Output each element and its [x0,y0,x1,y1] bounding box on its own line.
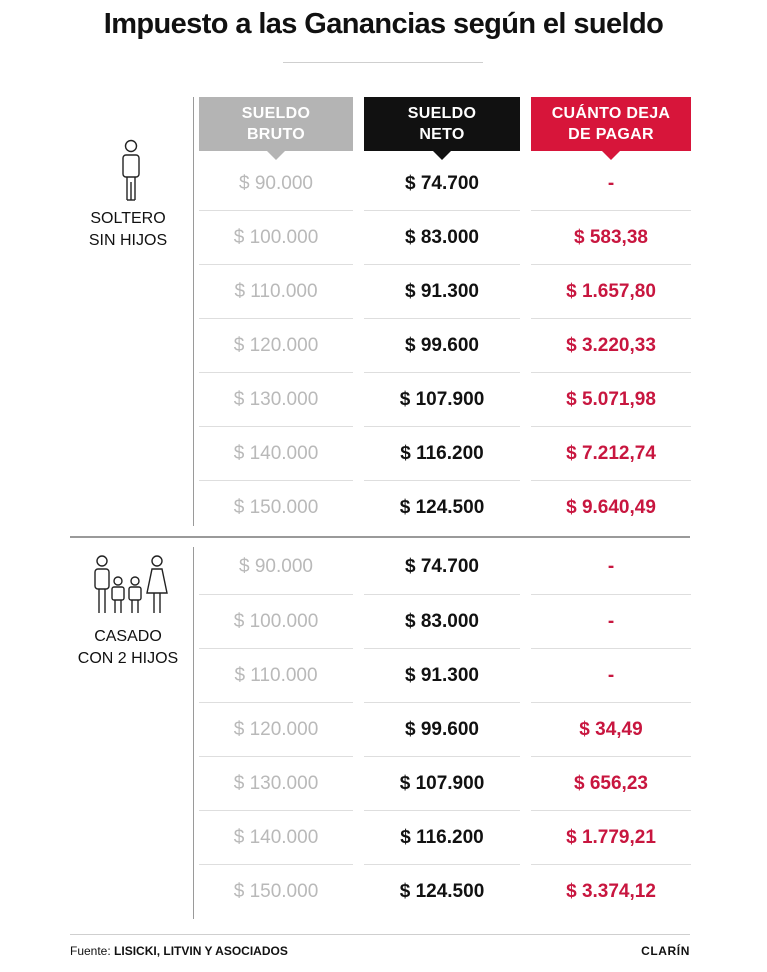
cell-sueldo-neto: $ 83.000 [405,227,479,248]
group-label-soltero: SOLTERO SIN HIJOS [88,210,168,249]
column-header-cuanto-deja-de-pagar [531,97,691,151]
cell-sueldo-neto: $ 124.500 [399,497,485,518]
cell-cuanto-deja: - [607,665,615,686]
source-name: LISICKI, LITVIN Y ASOCIADOS [114,944,288,958]
cell-cuanto-deja: $ 1.657,80 [566,281,656,302]
title-divider [283,62,483,63]
cell-sueldo-bruto: $ 90.000 [239,173,313,194]
cell-sueldo-bruto: $ 120.000 [233,335,319,356]
cell-sueldo-bruto: $ 120.000 [233,719,319,740]
source-credit [70,944,288,958]
cell-sueldo-neto: $ 83.000 [405,611,479,632]
cell-sueldo-bruto: $ 90.000 [239,556,313,577]
cell-cuanto-deja: - [607,173,615,194]
group-label-casado: CASADO CON 2 HIJOS [77,628,179,667]
cell-cuanto-deja: $ 3.220,33 [566,335,656,356]
group-divider-vertical-1 [193,97,194,526]
group-divider-vertical-2 [193,547,194,919]
cell-sueldo-neto: $ 99.600 [405,719,479,740]
cell-sueldo-neto: $ 116.200 [400,827,484,848]
column-header-label: SUELDO NETO [407,105,477,143]
cell-cuanto-deja: $ 1.779,21 [566,827,656,848]
cell-cuanto-deja: $ 656,23 [574,773,648,794]
cell-sueldo-neto: $ 107.900 [399,389,485,410]
column-header-sueldo-neto [364,97,520,151]
cell-sueldo-bruto: $ 140.000 [233,827,319,848]
column-header-label: CUÁNTO DEJA DE PAGAR [551,105,671,143]
family-icon [91,553,171,615]
cell-cuanto-deja: $ 9.640,49 [566,497,656,518]
page-title: Impuesto a las Ganancias según el sueldo [103,8,664,40]
cell-sueldo-bruto: $ 110.000 [234,281,318,302]
cell-cuanto-deja: $ 5.071,98 [566,389,656,410]
cell-sueldo-neto: $ 99.600 [405,335,479,356]
cell-sueldo-neto: $ 107.900 [399,773,485,794]
cell-sueldo-neto: $ 91.300 [405,281,479,302]
cell-sueldo-bruto: $ 130.000 [233,389,319,410]
cell-sueldo-bruto: $ 130.000 [233,773,319,794]
brand-logo-text: CLARÍN [641,944,690,958]
cell-cuanto-deja: - [607,556,615,577]
cell-sueldo-bruto: $ 100.000 [233,611,319,632]
column-header-label: SUELDO BRUTO [241,105,311,143]
cell-sueldo-neto: $ 124.500 [399,881,485,902]
cell-sueldo-bruto: $ 140.000 [233,443,319,464]
section-divider [70,536,690,538]
footer-divider [70,934,690,935]
cell-cuanto-deja: - [607,611,615,632]
cell-sueldo-bruto: $ 110.000 [234,665,318,686]
cell-cuanto-deja: $ 34,49 [579,719,643,740]
single-person-icon [117,138,145,202]
cell-sueldo-neto: $ 116.200 [400,443,484,464]
cell-sueldo-neto: $ 74.700 [405,173,479,194]
cell-sueldo-bruto: $ 150.000 [233,881,319,902]
cell-cuanto-deja: $ 3.374,12 [566,881,656,902]
column-header-sueldo-bruto [199,97,353,151]
source-prefix: Fuente: [70,944,115,958]
cell-cuanto-deja: $ 583,38 [574,227,648,248]
cell-sueldo-bruto: $ 150.000 [233,497,319,518]
cell-sueldo-neto: $ 74.700 [405,556,479,577]
cell-sueldo-neto: $ 91.300 [405,665,479,686]
cell-sueldo-bruto: $ 100.000 [233,227,319,248]
cell-cuanto-deja: $ 7.212,74 [566,443,656,464]
